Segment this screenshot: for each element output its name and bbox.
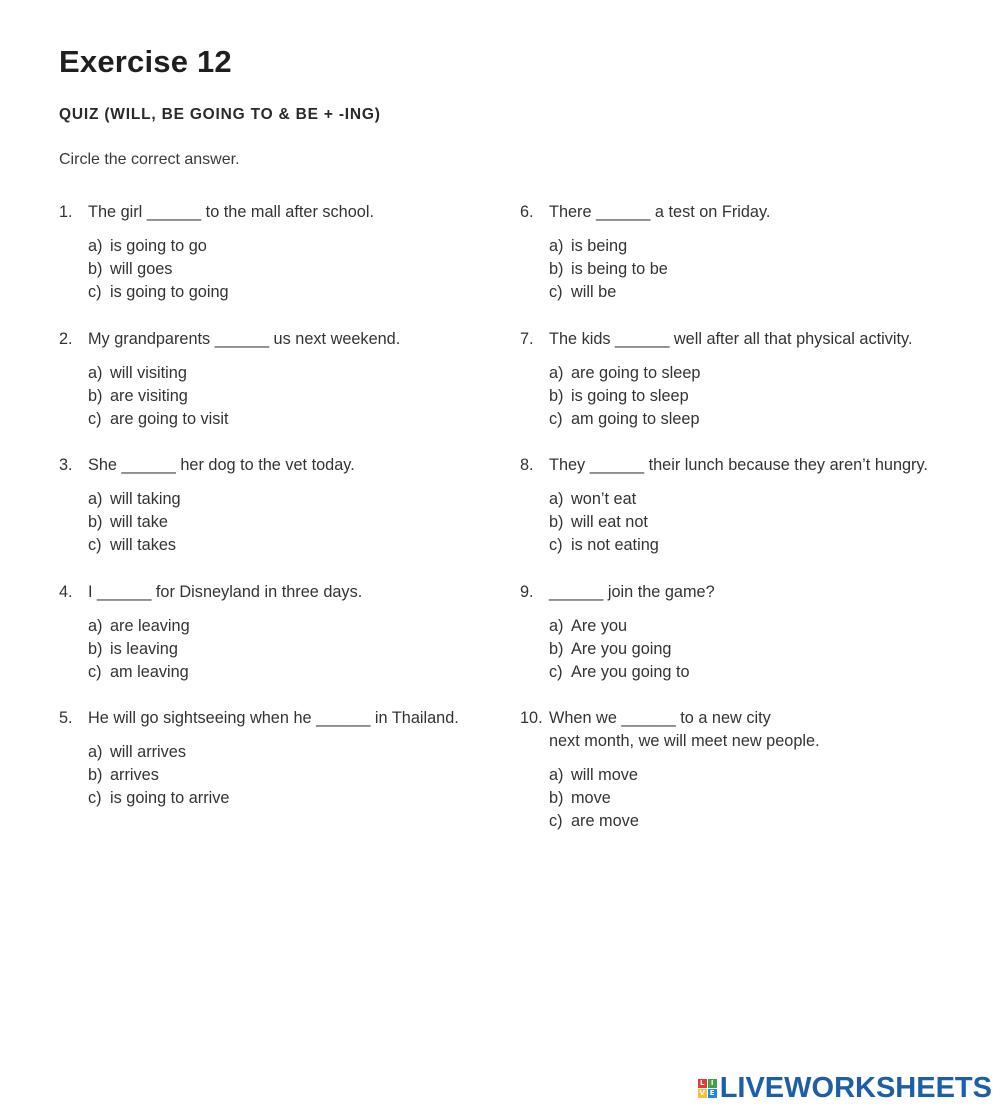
question-5 — [59, 707, 509, 834]
option-b[interactable]: b) will take — [88, 513, 168, 531]
option-b[interactable]: b) move — [549, 789, 611, 807]
answer-options — [549, 764, 639, 833]
option-b[interactable]: b) will goes — [88, 260, 173, 278]
question-number: 8. — [520, 456, 534, 474]
option-a[interactable]: a) Are you — [549, 616, 628, 635]
question-text: The kids ______ well after all that physical activity. — [549, 329, 913, 348]
liveworksheets-logo-icon — [698, 1079, 717, 1098]
answer-options — [549, 488, 659, 557]
question-number: 7. — [520, 329, 534, 348]
question-text: He will go sightseeing when he ______ in Thailand. — [88, 709, 459, 727]
question-1 — [59, 201, 509, 328]
question-text: They ______ their lunch because they aren’t hungry. — [549, 456, 928, 474]
option-a[interactable]: a) will move — [549, 766, 638, 784]
option-c[interactable]: c) am leaving — [88, 662, 189, 681]
question-text: I ______ for Disneyland in three days. — [88, 582, 363, 601]
question-3 — [59, 454, 509, 581]
question-number: 3. — [59, 456, 73, 474]
option-c[interactable]: c) is not eating — [549, 536, 659, 554]
question-text: My grandparents ______ us next weekend. — [88, 329, 401, 348]
answer-options — [549, 615, 690, 684]
option-c[interactable]: c) will be — [549, 283, 617, 301]
logo-tile: E — [708, 1089, 717, 1098]
option-a[interactable]: a) will arrives — [88, 743, 186, 761]
option-b[interactable]: b) Are you going — [549, 639, 672, 658]
option-a[interactable]: a) are leaving — [88, 616, 190, 635]
option-a[interactable]: a) are going to sleep — [549, 363, 701, 382]
questions-column-right — [520, 201, 970, 847]
question-2 — [59, 328, 509, 455]
question-number: 5. — [59, 709, 73, 727]
question-6 — [520, 201, 970, 328]
option-a[interactable]: a) will visiting — [88, 363, 187, 382]
questions-column-left — [59, 201, 509, 834]
question-number: 1. — [59, 203, 73, 221]
logo-tile: L — [698, 1079, 707, 1088]
option-b[interactable]: b) is leaving — [88, 639, 178, 658]
brand-name: LIVEWORKSHEETS — [719, 1072, 992, 1104]
answer-options — [88, 615, 190, 684]
option-a[interactable]: a) is going to go — [88, 237, 207, 255]
option-b[interactable]: b) is being to be — [549, 260, 668, 278]
option-b[interactable]: b) arrives — [88, 766, 159, 784]
option-c[interactable]: c) am going to sleep — [549, 409, 700, 428]
question-text: When we ______ to a new city next month, we will meet new people. — [549, 709, 820, 750]
option-b[interactable]: b) is going to sleep — [549, 386, 689, 405]
question-number: 9. — [520, 582, 534, 601]
question-number: 2. — [59, 329, 73, 348]
option-c[interactable]: c) Are you going to — [549, 662, 690, 681]
question-10 — [520, 707, 970, 847]
question-text: ______ join the game? — [549, 582, 715, 601]
option-a[interactable]: a) will taking — [88, 490, 181, 508]
question-number: 4. — [59, 582, 73, 601]
answer-options — [88, 362, 229, 431]
question-number: 6. — [520, 203, 534, 221]
question-8 — [520, 454, 970, 581]
answer-options — [549, 235, 668, 304]
option-a[interactable]: a) won’t eat — [549, 490, 637, 508]
instruction-text: Circle the correct answer. — [59, 151, 240, 168]
option-c[interactable]: c) are going to visit — [88, 409, 229, 428]
question-4 — [59, 581, 509, 708]
logo-tile: V — [699, 1089, 705, 1097]
question-text: There ______ a test on Friday. — [549, 203, 771, 221]
option-c[interactable]: c) will takes — [88, 536, 177, 554]
question-number: 10. — [520, 709, 543, 727]
option-a[interactable]: a) is being — [549, 237, 628, 255]
question-text: She ______ her dog to the vet today. — [88, 456, 355, 474]
option-c[interactable]: c) are move — [549, 812, 639, 830]
page-subtitle: QUIZ (WILL, BE GOING TO & BE + -ING) — [59, 106, 381, 123]
answer-options — [88, 741, 229, 810]
option-c[interactable]: c) is going to arrive — [88, 789, 230, 807]
answer-options — [549, 362, 700, 431]
question-text: The girl ______ to the mall after school. — [88, 203, 374, 221]
liveworksheets-brand[interactable] — [698, 1072, 992, 1105]
answer-options — [88, 235, 229, 304]
question-9 — [520, 581, 970, 708]
question-7 — [520, 328, 970, 455]
logo-tile: I — [708, 1079, 717, 1088]
option-b[interactable]: b) are visiting — [88, 386, 188, 405]
option-b[interactable]: b) will eat not — [549, 513, 648, 531]
answer-options — [88, 488, 181, 557]
page-title: Exercise 12 — [59, 44, 232, 79]
option-c[interactable]: c) is going to going — [88, 283, 229, 301]
